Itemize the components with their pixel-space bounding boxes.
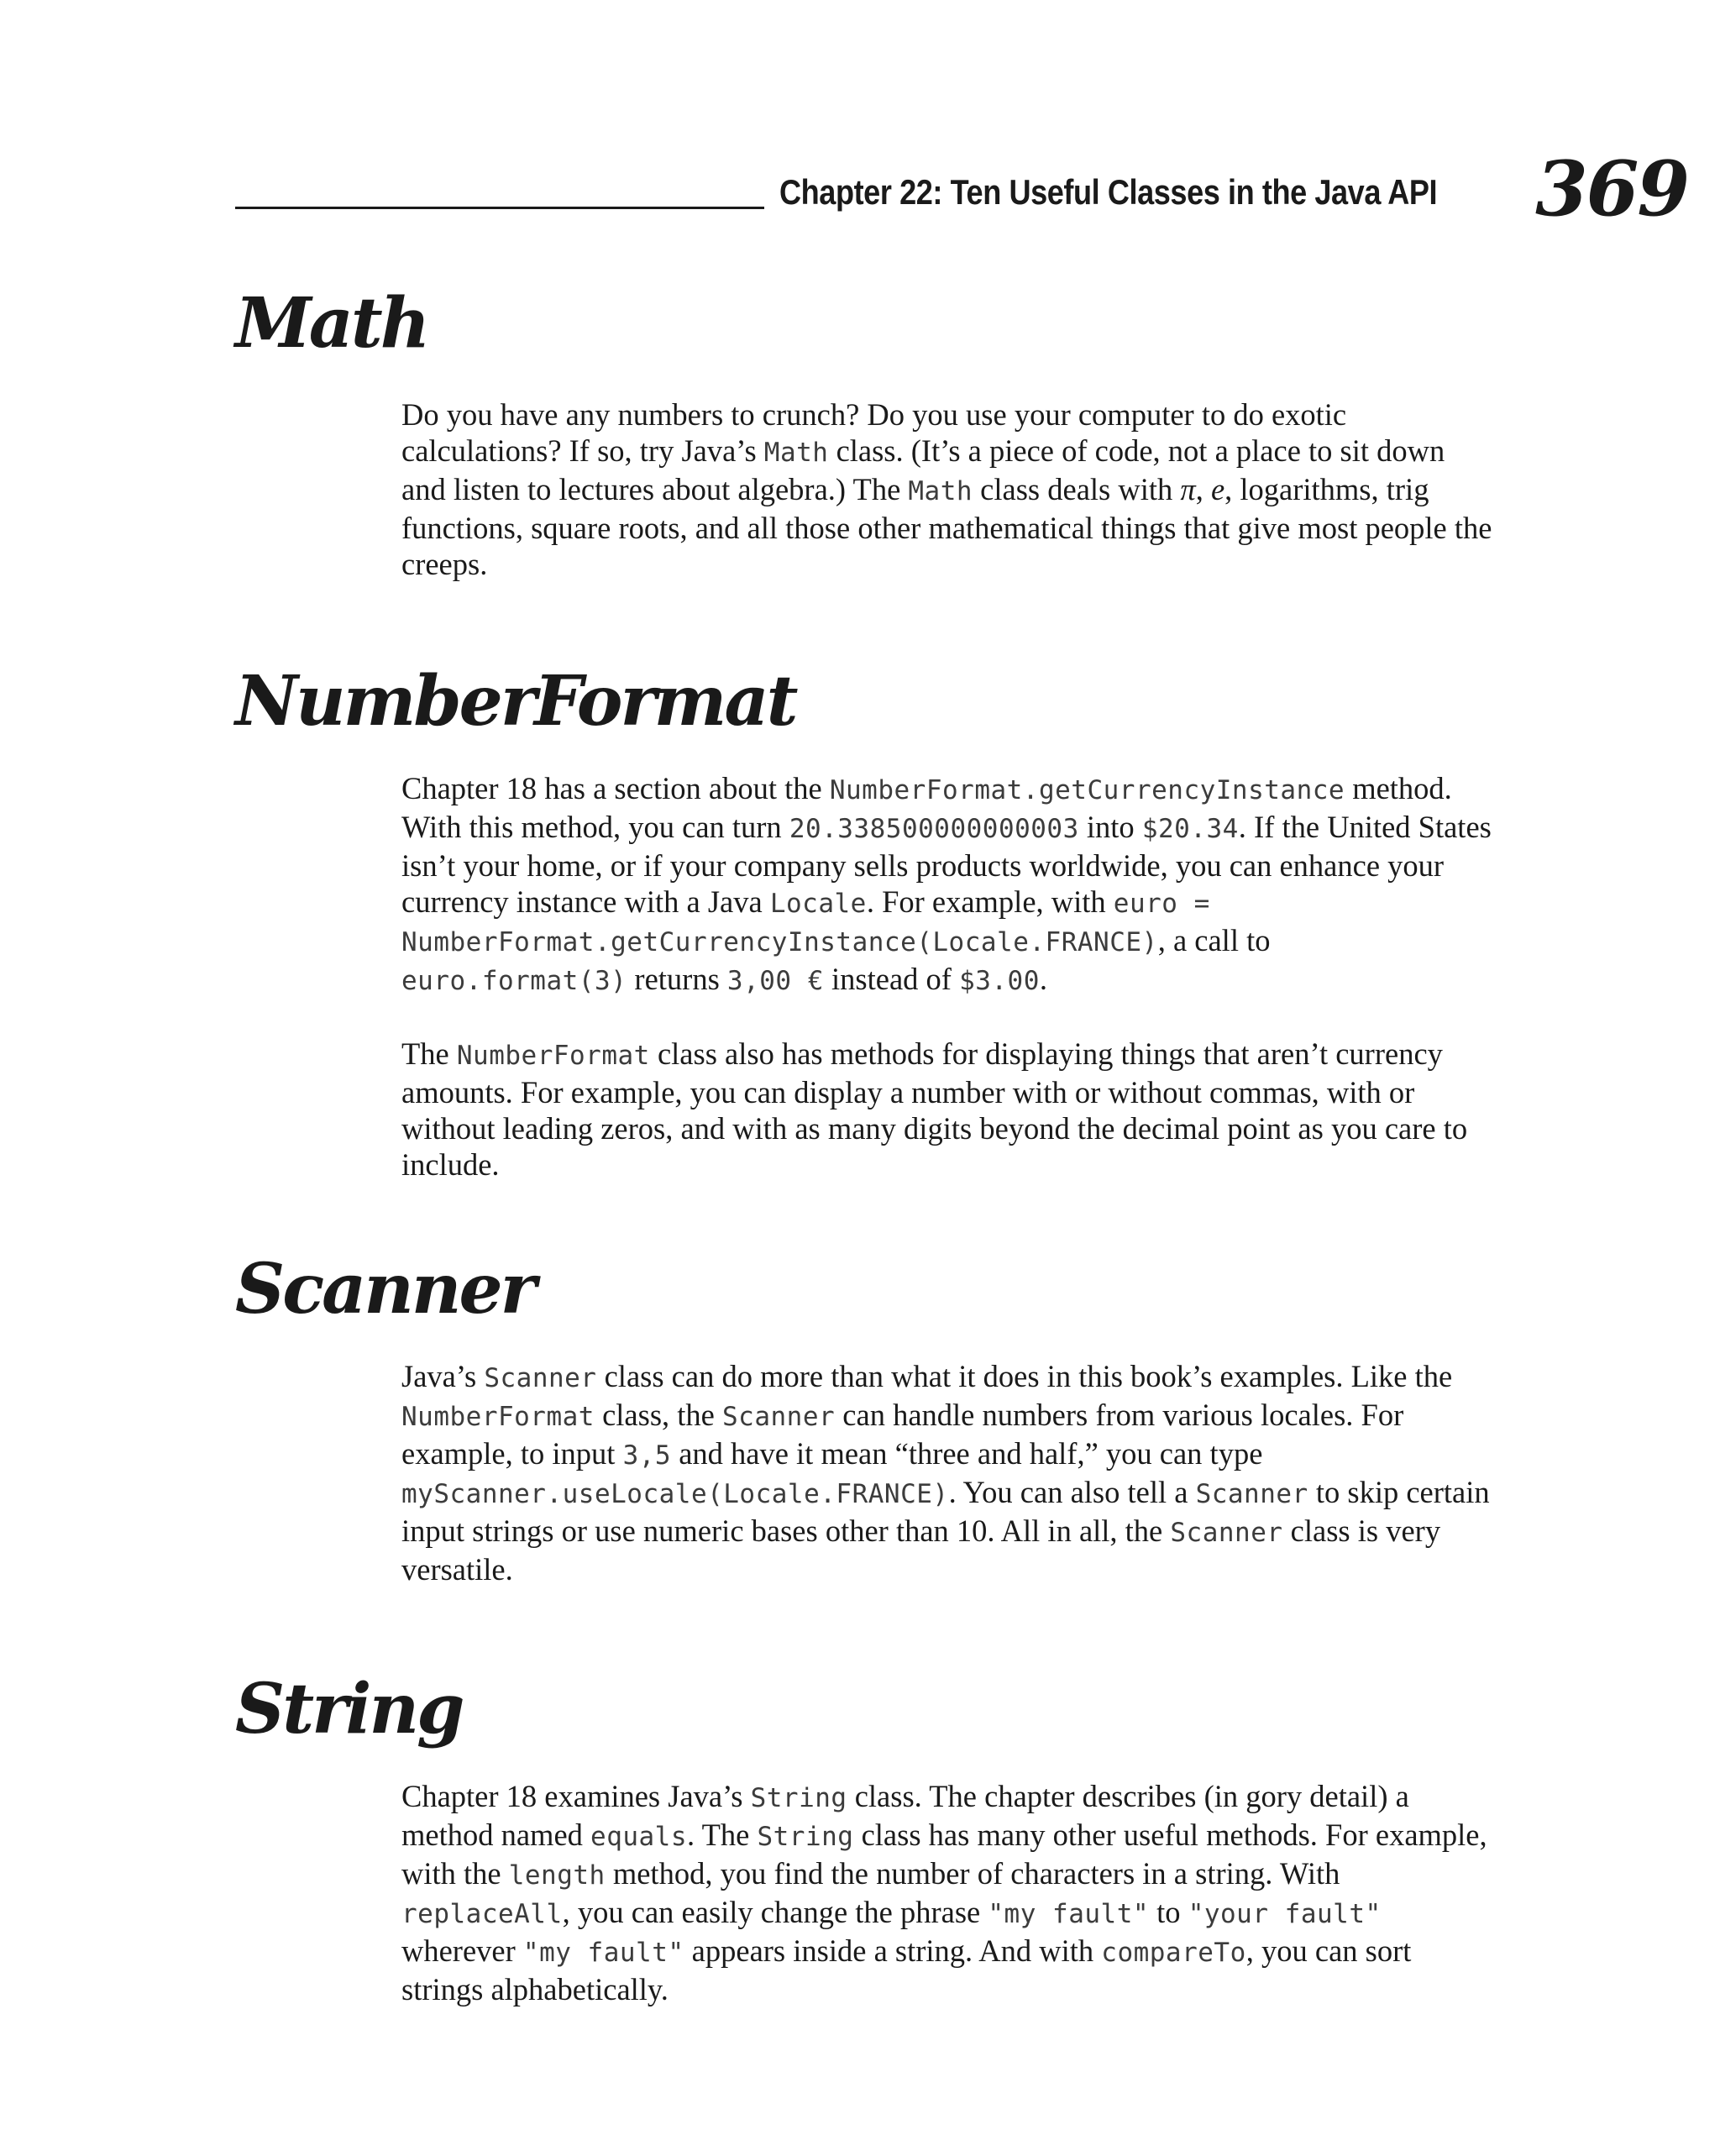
text-run: . For example, with bbox=[866, 884, 1114, 919]
code-span: euro = NumberFormat.getCurrencyInstance(Locale.FRANCE) bbox=[401, 889, 1210, 957]
code-span: $3.00 bbox=[959, 966, 1040, 996]
text-run: class deals with bbox=[973, 472, 1181, 506]
text-run: , a call to bbox=[1157, 923, 1271, 957]
text-run: into bbox=[1078, 810, 1142, 844]
section-heading-string: String bbox=[235, 1669, 463, 1749]
code-span: Scanner bbox=[484, 1363, 597, 1393]
code-span: Scanner bbox=[1195, 1479, 1308, 1509]
text-run: wherever bbox=[401, 1933, 523, 1968]
code-span: Scanner bbox=[1170, 1518, 1283, 1548]
section-heading-numberformat: NumberFormat bbox=[235, 661, 796, 742]
code-span: String bbox=[757, 1822, 854, 1852]
code-span: "my fault" bbox=[988, 1899, 1150, 1929]
text-run: Java’s bbox=[401, 1359, 485, 1393]
paragraph bbox=[401, 1778, 1493, 2007]
text-run: to skip certain input strings or use numeric bases other than 10. All in all, the bbox=[401, 1475, 1490, 1548]
section-numberformat bbox=[235, 659, 1512, 1182]
text-run: method, you find the number of characters in a string. With bbox=[605, 1856, 1340, 1891]
text-run: class has many other useful methods. For example, with the bbox=[401, 1818, 1487, 1891]
code-span: String bbox=[750, 1783, 847, 1813]
code-span: euro.format(3) bbox=[401, 966, 627, 996]
code-span: Math bbox=[763, 438, 829, 468]
text-run: . The bbox=[687, 1818, 758, 1852]
text-run: The bbox=[401, 1036, 457, 1071]
page-number: 369 bbox=[1535, 144, 1688, 233]
section-body-numberformat bbox=[401, 770, 1493, 1219]
paragraph bbox=[401, 1036, 1493, 1183]
code-span: myScanner.useLocale(Locale.FRANCE) bbox=[401, 1479, 949, 1509]
chapter-title: Chapter 22: Ten Useful Classes in the Java API bbox=[779, 172, 1438, 212]
text-run: class is very versatile. bbox=[401, 1513, 1441, 1587]
text-run: Chapter 18 examines Java’s bbox=[401, 1779, 751, 1813]
text-run: and have it mean “three and half,” you can type bbox=[671, 1436, 1263, 1471]
text-run: can handle numbers from various locales. For example, to input bbox=[401, 1398, 1404, 1471]
code-span: "my fault" bbox=[522, 1938, 684, 1968]
section-heading-math: Math bbox=[235, 283, 428, 364]
text-run: Chapter 18 has a section about the bbox=[401, 771, 830, 805]
section-scanner bbox=[235, 1247, 1512, 1587]
text-run: appears inside a string. And with bbox=[684, 1933, 1102, 1968]
code-span: NumberFormat.getCurrencyInstance bbox=[829, 775, 1345, 805]
text-run: class also has methods for displaying things that aren’t currency amounts. For example, you can display a number with or without commas, with or without leading zeros, and with as many digits beyond the decimal point as you care to include. bbox=[401, 1036, 1468, 1182]
text-run: , logarithms, trig functions, square roots, and all those other mathematical things that give most people the creeps. bbox=[401, 472, 1492, 581]
code-span: length bbox=[508, 1860, 606, 1891]
section-math bbox=[235, 281, 1512, 581]
code-span: Scanner bbox=[722, 1402, 836, 1432]
section-string bbox=[235, 1667, 1512, 2006]
text-run: class. The chapter describes (in gory detail) a method named bbox=[401, 1779, 1409, 1852]
text-run: class. (It’s a piece of code, not a place to sit down and listen to lectures about algebra.) The bbox=[401, 433, 1445, 506]
code-span: "your fault" bbox=[1188, 1899, 1382, 1929]
code-span: 3,5 bbox=[622, 1440, 672, 1471]
paragraph bbox=[401, 1358, 1493, 1587]
code-span: $20.34 bbox=[1141, 814, 1239, 844]
paragraph bbox=[401, 770, 1493, 999]
code-span: NumberFormat bbox=[401, 1402, 595, 1432]
code-span: equals bbox=[590, 1822, 688, 1852]
header-rule bbox=[235, 207, 764, 209]
text-run: to bbox=[1149, 1895, 1188, 1929]
code-span: compareTo bbox=[1101, 1938, 1246, 1968]
code-span: replaceAll bbox=[401, 1899, 563, 1929]
text-run: , you can sort strings alphabetically. bbox=[401, 1933, 1412, 2006]
text-run: . If the United States isn’t your home, or if your company sells products worldwide, you can enhance your currency instance with a Java bbox=[401, 810, 1492, 919]
pi-symbol: π bbox=[1180, 472, 1196, 506]
text-run: method. With this method, you can turn bbox=[401, 771, 1452, 844]
code-span: 3,00 € bbox=[726, 966, 824, 996]
code-span: 20.338500000000003 bbox=[789, 814, 1079, 844]
text-run: instead of bbox=[823, 962, 960, 996]
text-run: Do you have any numbers to crunch? Do you use your computer to do exotic calculations? If so, try Java’s bbox=[401, 397, 1347, 468]
text-run: class, the bbox=[594, 1398, 723, 1432]
section-body-scanner bbox=[401, 1358, 1493, 1624]
text-run: . bbox=[1039, 962, 1048, 996]
text-run: returns bbox=[627, 962, 727, 996]
e-symbol: e bbox=[1210, 472, 1225, 506]
code-span: NumberFormat bbox=[456, 1041, 650, 1071]
code-span: Math bbox=[908, 476, 973, 506]
section-body-math bbox=[401, 396, 1493, 618]
text-run: , bbox=[1195, 472, 1211, 506]
running-header bbox=[235, 144, 1688, 239]
text-run: . You can also tell a bbox=[948, 1475, 1196, 1509]
text-run: , you can easily change the phrase bbox=[562, 1895, 988, 1929]
section-body-string bbox=[401, 1778, 1493, 2043]
code-span: Locale bbox=[769, 889, 867, 919]
paragraph bbox=[401, 396, 1493, 582]
section-heading-scanner: Scanner bbox=[235, 1249, 534, 1330]
text-run: class can do more than what it does in this book’s examples. Like the bbox=[596, 1359, 1453, 1393]
